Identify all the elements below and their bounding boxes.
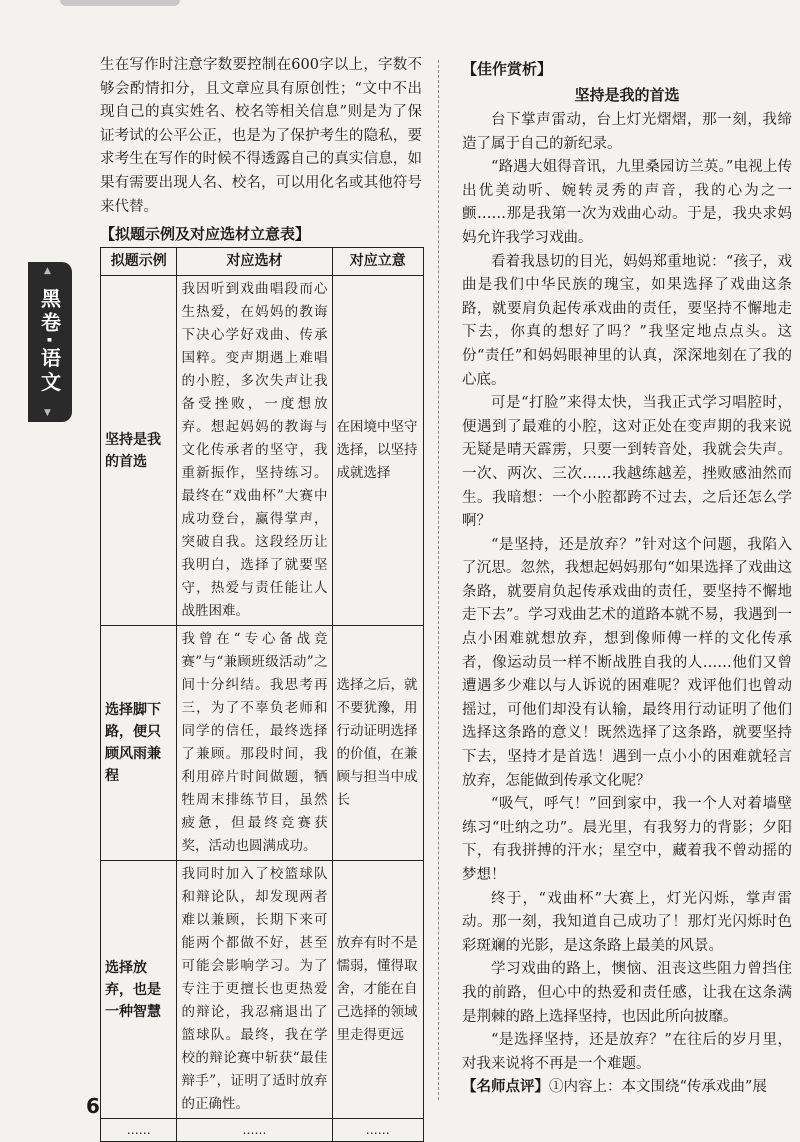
essay-paragraph: 可是“打脸”来得太快，当我正式学习唱腔时，便遇到了最难的小腔，这对正处在变声期的我来说无疑是晴天霹雳，只要一到转音处，我就会失声。一次、两次、三次……我越练越差，挫败感油然而生。我暗想：一个小腔都跨不过去，之后还怎么学啊？ [462, 395, 792, 530]
essay-section-heading: 【佳作赏析】 [462, 60, 553, 78]
essay-paragraph: 终于，“戏曲杯”大赛上，灯光闪烁，掌声雷动。那一刻，我知道自己成功了！那灯光闪烁时色彩斑斓的光影，是这条路上最美的风景。 [462, 890, 792, 954]
ellipsis-cell: …… [332, 1119, 423, 1142]
comment-tag: 【名师点评】 [462, 1079, 549, 1096]
row-title: 坚持是我的首选 [101, 276, 177, 626]
triangle-down-icon: ▼ [44, 408, 51, 418]
page-top-decoration [60, 0, 180, 6]
header-material: 对应选材 [177, 248, 332, 276]
ellipsis-cell: …… [177, 1119, 332, 1142]
row-material: 我因听到戏曲唱段而心生热爱，在妈妈的教诲下决心学好戏曲、传承国粹。变声期遇上难唱的小腔，多次失声让我备受挫败，一度想放弃。想起妈妈的教诲与文化传承者的坚守，我重新振作，坚持练习。最终在“戏曲杯”大赛中成功登台，赢得掌声，突破自我。这段经历让我明白，选择了就要坚守，热爱与责任能让人战胜困难。 [177, 276, 332, 626]
essay-paragraph: “是选择坚持，还是放弃？”在往后的岁月里，对我来说将不再是一个难题。 [462, 1032, 792, 1072]
side-tab-label: 黑卷·语文 [37, 288, 62, 396]
left-column [100, 54, 422, 1142]
row-title: 选择脚下路，便只顾风雨兼程 [101, 626, 177, 861]
comment-text: ①内容上：本文围绕“传承戏曲”展 [549, 1079, 767, 1096]
column-divider [438, 60, 439, 1100]
row-meaning: 放弃有时不是懦弱，懂得取舍，才能在自己选择的领域里走得更远 [332, 861, 423, 1119]
essay-paragraph: 学习戏曲的路上，懊恼、沮丧这些阻力曾挡住我的前路，但心中的热爱和责任感，让我在这条满是荆棘的路上选择坚持，也因此所向披靡。 [462, 961, 792, 1025]
essay-paragraph: “是坚持，还是放弃？”针对这个问题，我陷入了沉思。忽然，我想起妈妈那句“如果选择了戏曲这条路，就要肩负起传承戏曲的责任，要坚持不懈地走下去”。学习戏曲艺术的道路本就不易，我遇到一点小困难就想放弃，想到像师傅一样的文化传承者，像运动员一样不断战胜自我的人……他们又曾遭遇多少难以与人诉说的困难呢？戏评他们也曾动摇过，可他们却没有认输，最终用行动证明了他们选择这条路的意义！既然选择了这条路，就要坚持下去，坚持才是首选！遇到一点小小的困难就轻言放弃，怎能做到传承文化呢？ [462, 536, 792, 789]
table-ellipsis-row [101, 1119, 424, 1142]
row-title: 选择放弃，也是一种智慧 [101, 861, 177, 1119]
essay-paragraph: 看着我恳切的目光，妈妈郑重地说：“孩子，戏曲是我们中华民族的瑰宝，如果选择了戏曲这条路，就要肩负起传承戏曲的责任，要坚持不懈地走下去，你真的想好了吗？”我坚定地点点头。这份“责任”和妈妈眼神里的认真，深深地刻在了我的心底。 [462, 253, 792, 388]
header-meaning: 对应立意 [332, 248, 423, 276]
table-row [101, 861, 424, 1119]
essay-paragraph: 台下掌声雷动，台上灯光熠熠，那一刻，我缔造了属于自己的新纪录。 [462, 112, 792, 152]
row-material: 我同时加入了校篮球队和辩论队，却发现两者难以兼顾，长期下来可能两个都做不好，甚至可能会影响学习。为了专注于更擅长也更热爱的辩论，我忍痛退出了篮球队。最终，我在学校的辩论赛中斩获“最佳辩手”，证明了适时放弃的正确性。 [177, 861, 332, 1119]
table-row [101, 626, 424, 861]
intro-paragraph: 生在写作时注意字数要控制在600字以上，字数不够会酌情扣分，且文章应具有原创性；“文中不出现自己的真实姓名、校名等相关信息”则是为了保证考试的公平公正，也是为了保护考生的隐私，要求考生在写作的时候不得透露自己的真实信息，如果有需要出现人名、校名，可以用化名或其他符号来代替。 [100, 57, 422, 215]
page-number: 6 [86, 1094, 100, 1118]
right-column [462, 54, 792, 1100]
row-material: 我曾在“专心备战竞赛”与“兼顾班级活动”之间十分纠结。我思考再三，为了不辜负老师和同学的信任，最终选择了兼顾。那段时间，我利用碎片时间做题，牺牲周末排练节目，虽然疲惫，但最终竞赛获奖，活动也圆满成功。 [177, 626, 332, 861]
essay-paragraph: “路遇大姐得音讯，九里桑园访兰英。”电视上传出优美动听、婉转灵秀的声音，我的心为之一颤……那是我第一次为戏曲心动。于是，我央求妈妈允许我学习戏曲。 [462, 159, 792, 246]
table-header-row [101, 248, 424, 276]
ellipsis-cell: …… [101, 1119, 177, 1142]
table-row [101, 276, 424, 626]
teacher-comment [462, 1076, 792, 1100]
row-meaning: 选择之后，就不要犹豫，用行动证明选择的价值，在兼顾与担当中成长 [332, 626, 423, 861]
topic-plan-table [100, 247, 424, 1142]
header-title: 拟题示例 [101, 248, 177, 276]
essay-paragraph: “吸气，呼气！”回到家中，我一个人对着墙壁练习“吐纳之功”。晨光里，有我努力的背影；夕阳下，有我拼搏的汗水；星空中，藏着我不曾动摇的梦想！ [462, 796, 792, 883]
essay-title: 坚持是我的首选 [574, 86, 680, 104]
triangle-up-icon: ▲ [44, 266, 51, 276]
row-meaning: 在困境中坚守选择，以坚持成就选择 [332, 276, 423, 626]
table-heading: 【拟题示例及对应选材立意表】 [100, 225, 311, 244]
subject-side-tab [28, 262, 72, 422]
